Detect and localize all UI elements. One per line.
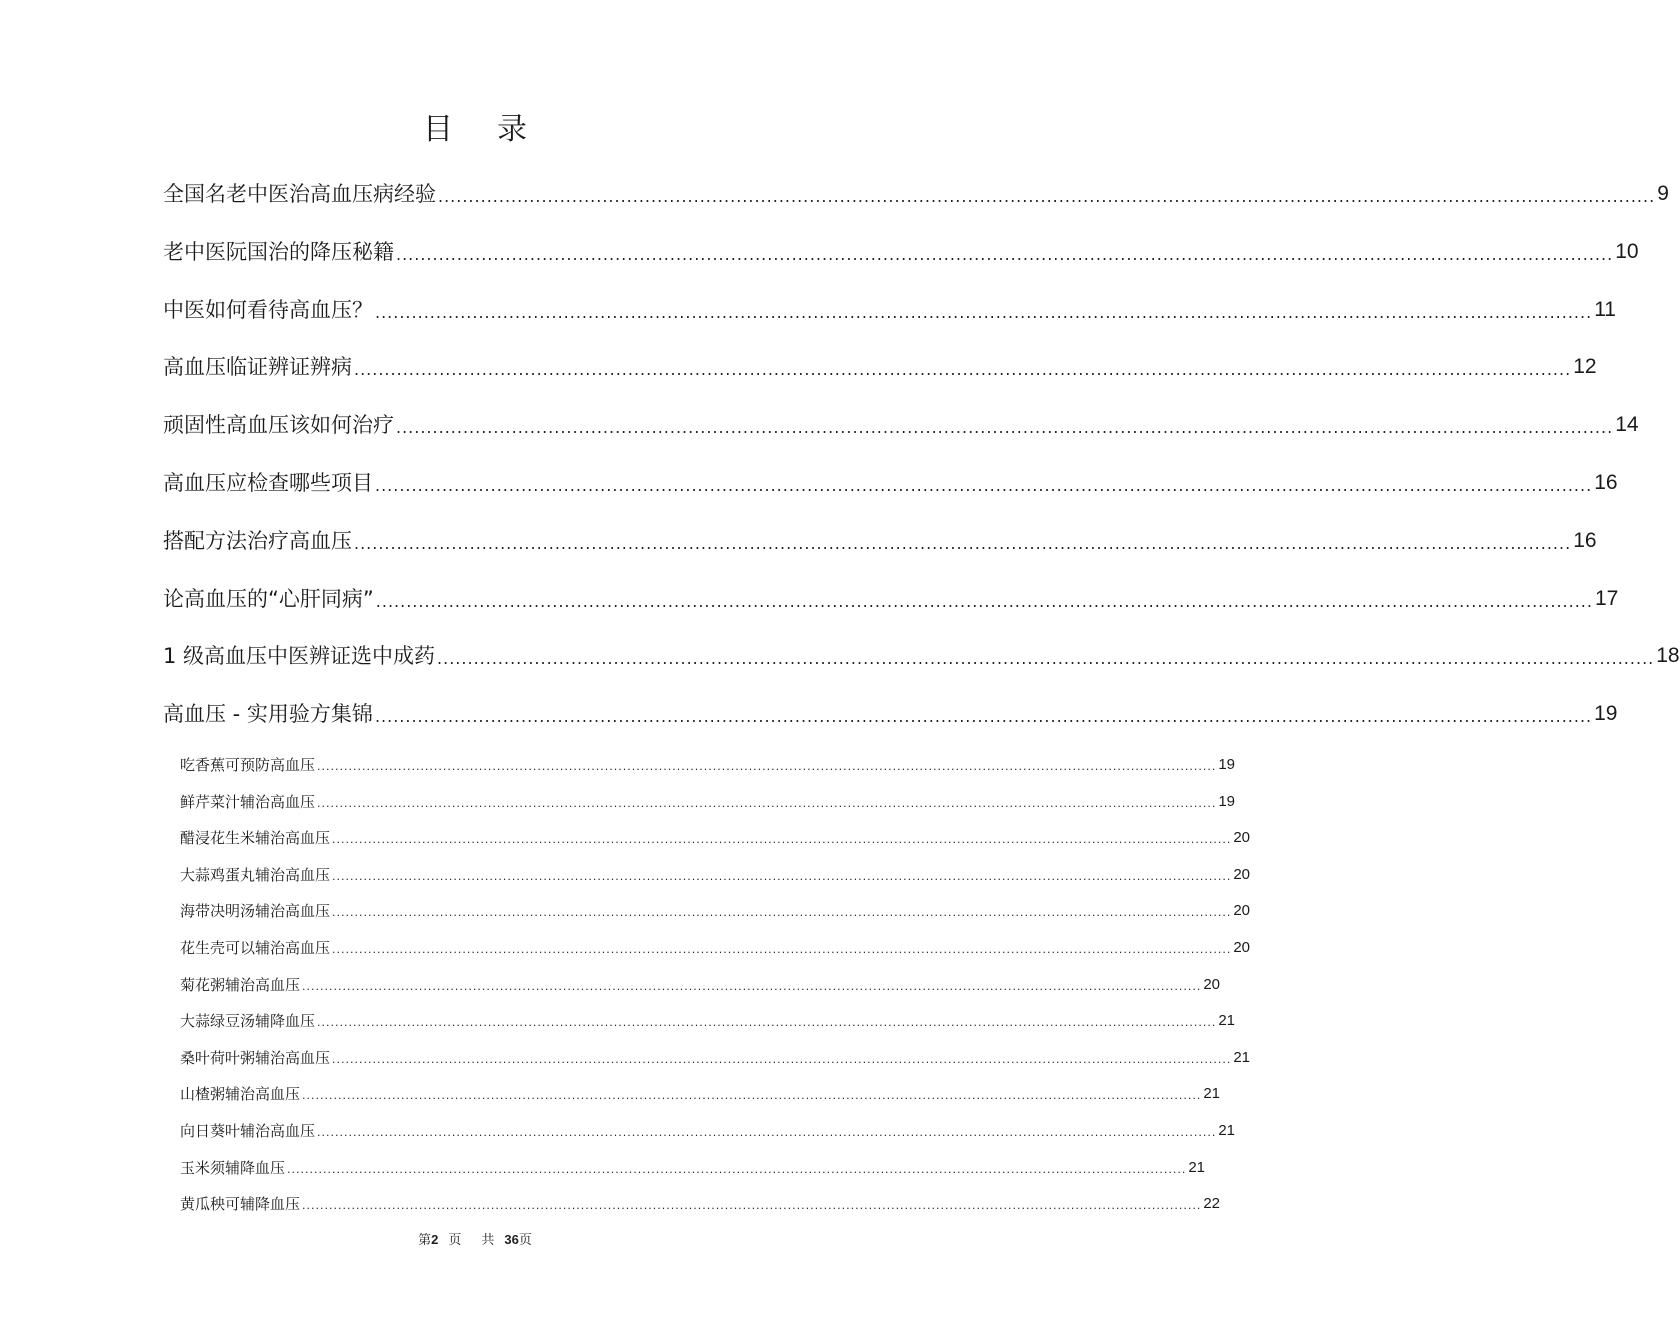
toc-dot-leader: ........................................................................................................................................................................................................ xyxy=(396,418,1614,438)
toc-entry-label: 玉米须辅降血压 xyxy=(180,1158,286,1177)
toc-dot-leader: ........................................................................................................................................................................................................ xyxy=(375,302,1593,322)
toc-entry-page-number: 14 xyxy=(1615,413,1639,437)
toc-entry-page-number: 10 xyxy=(1615,239,1639,263)
footer-current-page: 2 xyxy=(431,1232,439,1247)
toc-entry[interactable] xyxy=(163,294,1616,326)
footer-total-prefix: 共 xyxy=(481,1233,495,1248)
toc-entry[interactable] xyxy=(163,236,1639,268)
toc-dot-leader: ........................................................................................................................................................................................................ xyxy=(302,979,1202,993)
toc-entry[interactable] xyxy=(180,790,1236,814)
toc-entry[interactable] xyxy=(163,178,1669,210)
footer-prefix: 第 xyxy=(418,1233,432,1248)
footer-page-word: 页 xyxy=(448,1233,462,1248)
toc-entry-page-number: 21 xyxy=(1218,1122,1236,1139)
toc-entry-page-number: 21 xyxy=(1188,1158,1206,1176)
toc-entry-page-number: 20 xyxy=(1203,975,1221,993)
toc-entry-page-number: 20 xyxy=(1233,865,1251,883)
toc-dot-leader: ........................................................................................................................................................................................................ xyxy=(287,1162,1187,1176)
toc-entry-label: 醋浸花生米辅治高血压 xyxy=(180,829,331,848)
toc-entry-label: 山楂粥辅治高血压 xyxy=(180,1085,301,1104)
toc-dot-leader: ........................................................................................................................................................................................................ xyxy=(302,1089,1202,1103)
toc-entry-label: 高血压 - 实用验方集锦 xyxy=(163,702,373,727)
toc-dot-leader: ........................................................................................................................................................................................................ xyxy=(317,760,1217,773)
toc-entry-label: 高血压临证辨证辨病 xyxy=(163,355,352,380)
toc-entry-label: 向日葵叶辅治高血压 xyxy=(180,1122,316,1140)
page-footer xyxy=(0,1230,950,1251)
toc-entry[interactable] xyxy=(180,936,1251,960)
toc-entry[interactable] xyxy=(180,1119,1236,1143)
toc-entry-page-number: 21 xyxy=(1218,1012,1236,1030)
toc-entry-label: 菊花粥辅治高血压 xyxy=(180,975,301,994)
toc-entry-page-number: 16 xyxy=(1594,471,1618,494)
toc-entry-label: 黄瓜秧可辅降血压 xyxy=(180,1195,301,1214)
toc-dot-leader: ........................................................................................................................................................................................................ xyxy=(375,476,1593,495)
toc-entry-label: 论高血压的“心肝同病” xyxy=(163,586,374,611)
toc-dot-leader: ........................................................................................................................................................................................................ xyxy=(437,649,1655,669)
toc-entry-page-number: 20 xyxy=(1233,829,1251,847)
toc-entry-label: 老中医阮国治的降压秘籍 xyxy=(163,239,394,264)
toc-dot-leader: ........................................................................................................................................................................................................ xyxy=(317,1016,1217,1030)
toc-entry-label: 大蒜绿豆汤辅降血压 xyxy=(180,1012,316,1031)
toc-entry[interactable] xyxy=(180,899,1251,923)
toc-dot-leader: ........................................................................................................................................................................................................ xyxy=(354,360,1572,380)
toc-entry-page-number: 20 xyxy=(1233,939,1251,956)
footer-total-suffix: 页 xyxy=(518,1233,532,1248)
toc-entry[interactable] xyxy=(180,1156,1206,1180)
toc-entry-page-number: 12 xyxy=(1573,355,1597,379)
toc-dot-leader: ........................................................................................................................................................................................................ xyxy=(317,1126,1217,1139)
toc-entry[interactable] xyxy=(180,1009,1236,1033)
toc-entry-label: 大蒜鸡蛋丸辅治高血压 xyxy=(180,865,331,884)
toc-dot-leader: ........................................................................................................................................................................................................ xyxy=(396,244,1614,264)
toc-entry-page-number: 11 xyxy=(1594,297,1616,321)
toc-entry-label: 鲜芹菜汁辅治高血压 xyxy=(180,792,316,811)
toc-dot-leader: ........................................................................................................................................................................................................ xyxy=(332,906,1232,920)
toc-entry-page-number: 19 xyxy=(1594,702,1618,726)
toc-entry-label: 中医如何看待高血压？ xyxy=(163,297,373,322)
toc-entry-label: 1 级高血压中医辨证选中成药 xyxy=(163,644,436,669)
toc-dot-leader: ........................................................................................................................................................................................................ xyxy=(374,707,1593,727)
toc-entry[interactable] xyxy=(163,698,1618,730)
toc-dot-leader: ........................................................................................................................................................................................................ xyxy=(332,1052,1232,1066)
toc-dot-leader: ........................................................................................................................................................................................................ xyxy=(332,833,1232,847)
toc-dot-leader: ........................................................................................................................................................................................................ xyxy=(332,943,1232,956)
toc-entry-page-number: 16 xyxy=(1573,528,1597,552)
toc-dot-leader: ........................................................................................................................................................................................................ xyxy=(302,1199,1202,1213)
toc-entry-page-number: 19 xyxy=(1218,756,1236,773)
toc-entry[interactable] xyxy=(180,1046,1251,1070)
toc-entry-label: 全国名老中医治高血压病经验 xyxy=(163,182,436,206)
toc-title-char-2: 录 xyxy=(497,112,527,147)
toc-entry-page-number: 21 xyxy=(1233,1048,1251,1066)
toc-entry[interactable] xyxy=(180,1082,1221,1106)
toc-entry-label: 花生壳可以辅治高血压 xyxy=(180,939,331,957)
toc-entry-page-number: 19 xyxy=(1218,792,1236,810)
toc-entry-page-number: 20 xyxy=(1233,902,1251,920)
toc-entry[interactable] xyxy=(180,863,1251,887)
toc-entry-page-number: 18 xyxy=(1656,644,1680,668)
toc-entry[interactable] xyxy=(163,525,1597,557)
toc-entry-page-number: 17 xyxy=(1594,586,1619,610)
toc-entry-page-number: 22 xyxy=(1203,1195,1221,1213)
toc-entry[interactable] xyxy=(163,583,1619,615)
toc-entry-page-number: 21 xyxy=(1203,1085,1221,1103)
toc-entry-label: 桑叶荷叶粥辅治高血压 xyxy=(180,1048,331,1067)
toc-entry-label: 顽固性高血压该如何治疗 xyxy=(163,413,394,438)
toc-entry[interactable] xyxy=(163,640,1680,672)
toc-entry[interactable] xyxy=(163,351,1597,383)
toc-dot-leader: ........................................................................................................................................................................................................ xyxy=(438,187,1656,206)
toc-entry[interactable] xyxy=(180,826,1251,850)
toc-entry-page-number: 9 xyxy=(1657,182,1669,205)
footer-total-pages: 36 xyxy=(504,1232,519,1247)
toc-title-char-1: 目 xyxy=(423,112,453,147)
toc-entry[interactable] xyxy=(163,467,1618,499)
toc-dot-leader: ........................................................................................................................................................................................................ xyxy=(375,591,1593,611)
toc-entry[interactable] xyxy=(180,753,1236,777)
toc-entry-label: 吃香蕉可预防高血压 xyxy=(180,756,316,774)
toc-entry-label: 高血压应检查哪些项目 xyxy=(163,471,373,495)
toc-entry[interactable] xyxy=(180,1192,1221,1216)
toc-dot-leader: ........................................................................................................................................................................................................ xyxy=(354,533,1572,553)
toc-dot-leader: ........................................................................................................................................................................................................ xyxy=(317,796,1217,810)
toc-entry-label: 海带决明汤辅治高血压 xyxy=(180,902,331,921)
toc-entry[interactable] xyxy=(180,973,1221,997)
toc-entry-label: 搭配方法治疗高血压 xyxy=(163,528,352,553)
toc-entry[interactable] xyxy=(163,409,1639,441)
toc-dot-leader: ........................................................................................................................................................................................................ xyxy=(332,869,1232,883)
